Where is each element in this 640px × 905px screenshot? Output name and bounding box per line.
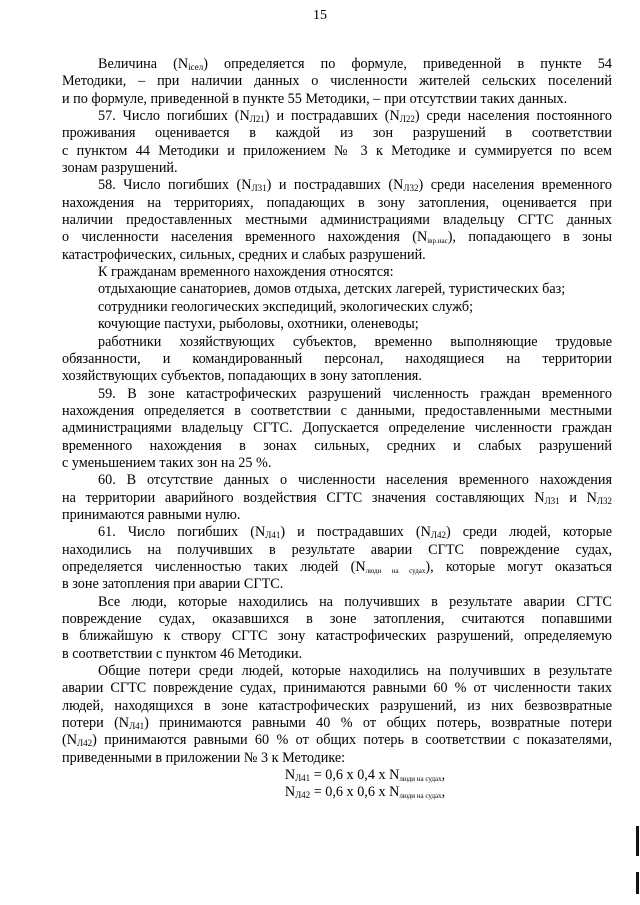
list-item-expedition-staff: сотрудники геологических экспедиций, экологических служб; bbox=[98, 298, 474, 315]
text: Величина (N bbox=[98, 56, 189, 72]
text: (N bbox=[62, 732, 77, 749]
scan-edge-mark bbox=[636, 872, 639, 894]
paragraph-61-line-4: в зоне затопления при аварии СГТС. bbox=[62, 576, 284, 593]
subscript: Л31 bbox=[251, 183, 267, 194]
text: ) принимаются равными 60 % от общих потерь в соответствии с показателями, bbox=[92, 732, 612, 749]
paragraph-total-losses-line-4 bbox=[62, 715, 612, 732]
subscript: iсел bbox=[188, 62, 204, 72]
paragraph-all-people-line-4: в соответствии с пунктом 46 Методики. bbox=[62, 645, 303, 662]
paragraph-59-line-1: 59. В зоне катастрофических разрушений численность граждан временного bbox=[98, 385, 612, 402]
paragraph-total-losses-line-6: приведенными в приложении № 3 к Методике: bbox=[62, 749, 346, 766]
paragraph-citizens-heading: К гражданам временного нахождения относятся: bbox=[98, 264, 394, 281]
text: , bbox=[441, 784, 446, 801]
list-item-vacationers: отдыхающие санаториев, домов отдыха, детских лагерей, туристических баз; bbox=[98, 281, 566, 298]
subscript: Л41 bbox=[265, 530, 281, 541]
document-body bbox=[62, 56, 612, 802]
subscript: люди на судах bbox=[399, 775, 442, 784]
paragraph-57-line-1 bbox=[62, 108, 612, 125]
text: ) среди населения временного bbox=[418, 177, 613, 194]
text: определяется численностью таких людей (N bbox=[62, 558, 366, 575]
text: потери (N bbox=[62, 715, 130, 732]
text: N bbox=[284, 767, 296, 784]
paragraph-58-line-2: нахождения на территориях, попадающих в зону затопления, оценивается при bbox=[62, 194, 612, 211]
subscript: люди на судах bbox=[399, 792, 442, 801]
scan-edge-mark bbox=[636, 826, 639, 856]
paragraph-59-line-5: с уменьшением таких зон на 25 %. bbox=[62, 454, 272, 471]
formula-nl41 bbox=[62, 767, 612, 784]
formula-nl42 bbox=[62, 784, 612, 801]
paragraph-total-losses-line-3: людей, находящихся в зоне катастрофических разрушений, из них безвозвратные bbox=[62, 697, 612, 714]
text: о численности населения временного нахождения (N bbox=[62, 229, 428, 246]
paragraph-nicel-line-2: Методики, – при наличии данных о численности жителей сельских поселений bbox=[62, 73, 612, 90]
subscript: Л32 bbox=[596, 495, 612, 506]
paragraph-all-people-line-3: в ближайшую к створу СГТС зону катастрофических разрушений, определяемую bbox=[62, 628, 612, 645]
text: ), которые могут оказаться bbox=[425, 558, 612, 575]
paragraph-61-line-3 bbox=[62, 559, 612, 576]
text: 61. Число погибших (N bbox=[98, 524, 266, 541]
paragraph-nicel-line-1 bbox=[62, 56, 612, 73]
subscript: Л41 bbox=[295, 773, 311, 784]
subscript: Л22 bbox=[399, 114, 415, 125]
subscript: Л42 bbox=[430, 530, 446, 541]
paragraph-60-line-3: принимаются равными нулю. bbox=[62, 506, 241, 523]
paragraph-total-losses-line-2: аварии СГТС повреждение судах, принимаются равными 60 % от численности таких bbox=[62, 680, 612, 697]
text: ) принимаются равными 40 % от общих потерь, возвратные потери bbox=[144, 715, 613, 732]
text: , bbox=[441, 767, 446, 784]
paragraph-57-line-4: зонам разрушений. bbox=[62, 160, 178, 177]
subscript: Л21 bbox=[249, 114, 265, 125]
text: и N bbox=[559, 489, 597, 506]
text: на территории аварийного воздействия СГТС значения составляющих N bbox=[62, 489, 545, 506]
text: ) определяется по формуле, приведенной в пункте 54 bbox=[203, 56, 612, 72]
paragraph-total-losses-line-1: Общие потери среди людей, которые находились на получивших в результате bbox=[98, 663, 612, 680]
page-number: 15 bbox=[313, 8, 327, 23]
subscript: Л41 bbox=[129, 721, 145, 732]
text: ) и пострадавших (N bbox=[264, 108, 400, 125]
text: = 0,6 x 0,6 x N bbox=[310, 784, 400, 801]
text: 57. Число погибших (N bbox=[98, 108, 250, 125]
paragraph-60-line-2 bbox=[62, 490, 612, 507]
paragraph-all-people-line-1: Все люди, которые находились на получивших в результате аварии СГТС bbox=[98, 593, 612, 610]
paragraph-58-line-3: наличии предоставленных местными администрациями владельцу СГТС данных bbox=[62, 212, 612, 229]
text: N bbox=[284, 784, 296, 801]
list-item-workers-line-2: обязанности, и командированный персонал, находящиеся на территории bbox=[62, 350, 612, 367]
paragraph-58-line-1 bbox=[62, 177, 612, 194]
paragraph-total-losses-line-5 bbox=[62, 732, 612, 749]
paragraph-58-line-5: катастрофических, сильных, средних и слабых разрушений. bbox=[62, 246, 426, 263]
subscript: Л42 bbox=[295, 790, 311, 801]
text: ) среди населения постоянного bbox=[414, 108, 612, 125]
subscript: iвр.нас bbox=[427, 237, 448, 246]
paragraph-all-people-line-2: повреждение судах, оказавшихся в зоне затопления, считаются попавшими bbox=[62, 611, 612, 627]
paragraph-61-line-2: находились на получивших в результате аварии СГТС повреждение судах, bbox=[62, 541, 612, 558]
subscript: Л31 bbox=[544, 495, 560, 506]
paragraph-57-line-2: проживания оценивается в каждой из зон разрушений в соответствии bbox=[62, 125, 612, 142]
text: ) среди людей, которые bbox=[445, 524, 613, 541]
paragraph-58-line-4 bbox=[62, 229, 612, 246]
paragraph-nicel-line-3: и по формуле, приведенной в пункте 55 Методики, – при отсутствии таких данных. bbox=[62, 90, 568, 107]
subscript: люди на судах bbox=[365, 566, 426, 575]
paragraph-59-line-3: администрациями владельцу СГТС. Допускается определение численности граждан bbox=[62, 420, 612, 437]
paragraph-60-line-1: 60. В отсутствие данных о численности населения временного нахождения bbox=[98, 472, 612, 489]
subscript: Л32 bbox=[403, 183, 419, 194]
text: ), попадающего в зоны bbox=[447, 229, 612, 246]
text: 58. Число погибших (N bbox=[98, 177, 252, 194]
text: = 0,6 x 0,4 x N bbox=[310, 767, 400, 784]
paragraph-61-line-1 bbox=[62, 524, 612, 541]
text: ) и пострадавших (N bbox=[266, 177, 404, 194]
paragraph-59-line-4: временного нахождения в зонах сильных, средних и слабых разрушений bbox=[62, 437, 612, 454]
subscript: Л42 bbox=[76, 738, 93, 749]
text: ) и пострадавших (N bbox=[280, 524, 431, 541]
list-item-workers-line-3: хозяйствующих субъектов, попадающих в зону затопления. bbox=[62, 368, 422, 385]
paragraph-57-line-3: с пунктом 44 Методики и приложением № 3 к Методике и суммируется по всем bbox=[62, 142, 612, 159]
paragraph-59-line-2: нахождения определяется в соответствии с данными, предоставленными местными bbox=[62, 402, 612, 419]
list-item-workers-line-1: работники хозяйствующих субъектов, временно выполняющие трудовые bbox=[98, 333, 612, 350]
list-item-herders: кочующие пастухи, рыболовы, охотники, оленеводы; bbox=[98, 316, 419, 333]
